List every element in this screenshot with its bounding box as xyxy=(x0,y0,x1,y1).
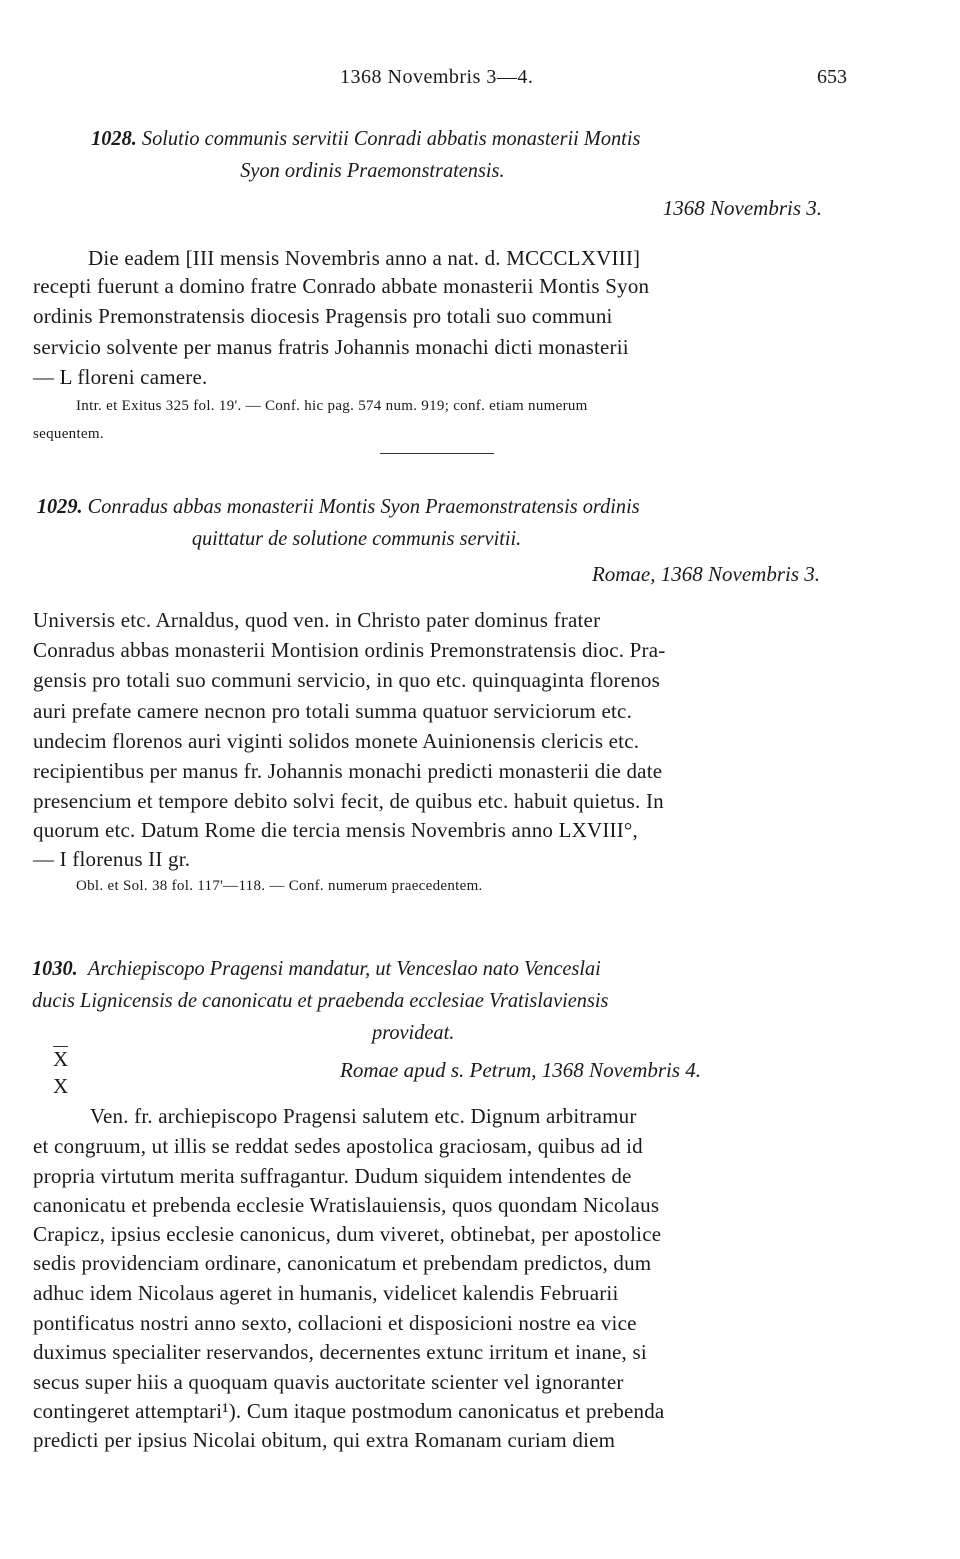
entry-title xyxy=(0,490,960,554)
body-line: — I florenus II gr. xyxy=(33,847,191,871)
body-line: — L floreni camere. xyxy=(33,365,208,389)
entry-title-line: Solutio communis servitii Conradi abbatis monasterii Montis xyxy=(141,126,641,150)
entry-title xyxy=(0,952,960,1048)
entry-number: 1029. xyxy=(36,494,83,518)
entry-title-line: provideat. xyxy=(372,1020,455,1044)
body-line: undecim florenos auri viginti solidos monete Auinionensis clericis etc. xyxy=(33,729,640,753)
body-line: secus super hiis a quoquam quavis auctoritate scienter vel ignoranter xyxy=(33,1370,624,1394)
entry-title-line: Conradus abbas monasterii Montis Syon Praemonstratensis ordinis xyxy=(87,494,640,518)
body-line: presencium et tempore debito solvi fecit, de quibus etc. habuit quietus. In xyxy=(33,789,664,813)
body-line: canonicatu et prebenda ecclesie Wratislauiensis, quos quondam Nicolaus xyxy=(33,1193,660,1217)
body-line: Ven. fr. archiepiscopo Pragensi salutem etc. Dignum arbitramur xyxy=(90,1104,637,1128)
entry-number: 1030. xyxy=(31,956,78,980)
body-line: pontificatus nostri anno sexto, collacioni et disposicioni nostre ea vice xyxy=(33,1311,637,1335)
running-title: 1368 Novembris 3—4. xyxy=(340,66,534,88)
body-line: adhuc idem Nicolaus ageret in humanis, videlicet kalendis Februarii xyxy=(33,1281,619,1305)
body-line: Crapicz, ipsius ecclesie canonicus, dum viveret, obtinebat, per apostolice xyxy=(33,1222,662,1246)
margin-mark: X xyxy=(53,1047,69,1071)
entry-date: Romae, 1368 Novembris 3. xyxy=(591,562,820,586)
entry-title-line: ducis Lignicensis de canonicatu et praebenda ecclesiae Vratislaviensis xyxy=(31,988,609,1012)
footnote-line: Intr. et Exitus 325 fol. 19'. — Conf. hic pag. 574 num. 919; conf. etiam numerum xyxy=(76,398,588,414)
body-line: propria virtutum merita suffragantur. Dudum siquidem intendentes de xyxy=(33,1164,632,1188)
entry-date: 1368 Novembris 3. xyxy=(662,196,822,220)
entry-title-line: Syon ordinis Praemonstratensis. xyxy=(240,158,505,182)
body-line: recepti fuerunt a domino fratre Conrado abbate monasterii Montis Syon xyxy=(33,274,650,298)
body-line: Universis etc. Arnaldus, quod ven. in Christo pater dominus frater xyxy=(33,608,601,632)
body-line: quorum etc. Datum Rome die tercia mensis Novembris anno LXVIII°, xyxy=(33,818,638,842)
body-line: recipientibus per manus fr. Johannis monachi predicti monasterii die date xyxy=(33,759,663,783)
body-line: contingeret attemptari¹). Cum itaque postmodum canonicatus et prebenda xyxy=(33,1399,665,1423)
body-line: Conradus abbas monasterii Montision ordinis Premonstratensis dioc. Pra- xyxy=(33,638,666,662)
entry-number: 1028. xyxy=(91,126,137,150)
body-line: ordinis Premonstratensis diocesis Pragensis pro totali suo communi xyxy=(33,304,613,328)
entry-title-line: Archiepiscopo Pragensi mandatur, ut Venceslao nato Venceslai xyxy=(87,956,601,980)
body-line: auri prefate camere necnon pro totali summa quatuor serviciorum etc. xyxy=(33,699,633,723)
body-line: sedis providenciam ordinare, canonicatum et prebendam predictos, dum xyxy=(33,1251,652,1275)
body-line: predicti per ipsius Nicolai obitum, qui extra Romanam curiam diem xyxy=(33,1428,616,1452)
body-line: servicio solvente per manus fratris Johannis monachi dicti monasterii xyxy=(33,335,629,359)
margin-mark: X xyxy=(53,1074,69,1098)
page-number: 653 xyxy=(817,66,847,88)
body-line: Die eadem [III mensis Novembris anno a nat. d. MCCCLXVIII] xyxy=(88,246,641,270)
entry-title xyxy=(0,122,960,186)
footnote-line: sequentem. xyxy=(33,426,104,442)
entry-date: Romae apud s. Petrum, 1368 Novembris 4. xyxy=(340,1058,702,1082)
running-head xyxy=(0,66,960,96)
entry-title-line: quittatur de solutione communis servitii. xyxy=(191,526,522,550)
footnote-line: Obl. et Sol. 38 fol. 117'—118. — Conf. numerum praecedentem. xyxy=(76,878,483,894)
separator-rule xyxy=(380,453,494,454)
body-line: et congruum, ut illis se reddat sedes apostolica graciosam, quibus ad id xyxy=(33,1134,643,1158)
body-line: gensis pro totali suo communi servicio, in quo etc. quinquaginta florenos xyxy=(33,668,660,692)
body-line: duximus specialiter reservandos, decernentes extunc irritum et inane, si xyxy=(33,1340,647,1364)
